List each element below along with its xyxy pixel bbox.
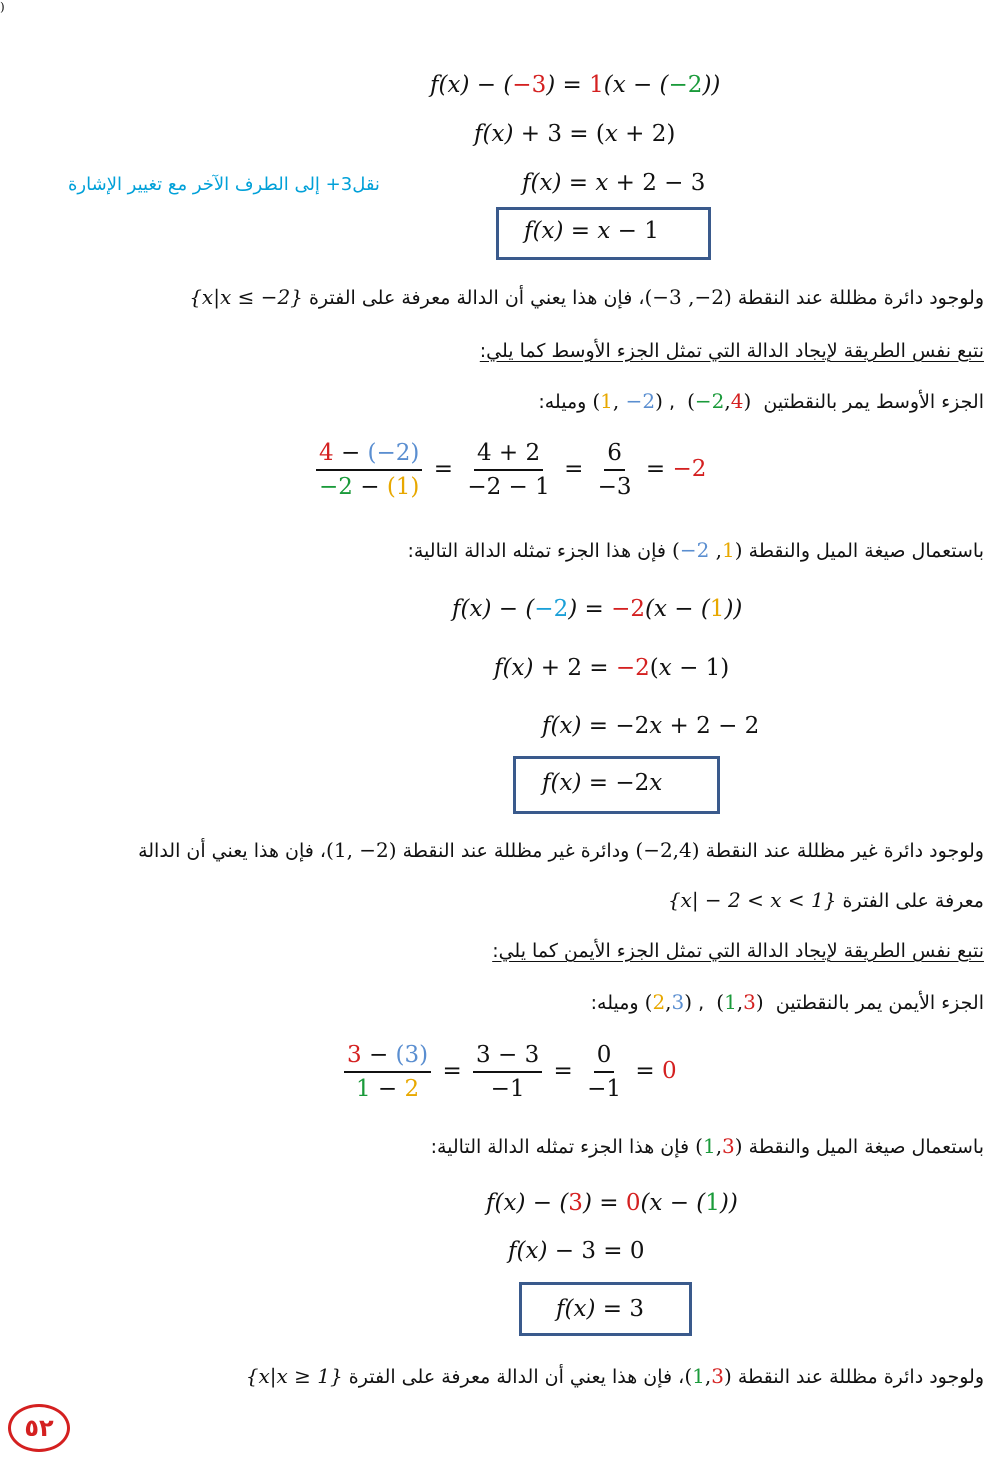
- middle-points-line: الجزء الأوسط يمر بالنقطتين (−2,4) , (1, −2) وميله:: [538, 389, 984, 413]
- equation-middle-2: f(x) + 2 = −2(x − 1): [494, 655, 730, 681]
- paragraph-right-domain: ولوجود دائرة مظللة عند النقطة (1,3)، فإن هذا يعني أن الدالة معرفة على الفترة {x|x ≥ 1}: [245, 1364, 984, 1388]
- equation-middle-3: f(x) = −2x + 2 − 2: [542, 713, 760, 739]
- right-point-slope-line: باستعمال صيغة الميل والنقطة (1,3) فإن هذا الجزء تمثله الدالة التالية:: [430, 1134, 984, 1158]
- note-move-term: نقل3+ إلى الطرف الآخر مع تغيير الإشارة: [68, 174, 380, 195]
- top-edge-mark: ): [0, 0, 5, 14]
- equation-right-result: f(x) = 3: [556, 1296, 644, 1322]
- equation-left-3: f(x) = x + 2 − 3: [522, 170, 706, 196]
- right-points-line: الجزء الأيمن يمر بالنقطتين (1,3) , (2,3) وميله:: [590, 990, 984, 1014]
- middle-point-slope-line: باستعمال صيغة الميل والنقطة (−2 ,1) فإن هذا الجزء تمثله الدالة التالية:: [407, 538, 984, 562]
- paragraph-middle-domain-2: معرفة على الفترة {x| − 2 < x < 1}: [667, 888, 984, 912]
- slope-right: $\frac{3 - (3)}{1 - 2}$ = $\frac{3 - 3}{-1}$ = $\frac{0}{-1}$ = 0: [340, 1042, 677, 1102]
- equation-left-1: f(x) − (−3) = 1(x − (−2)): [430, 72, 721, 98]
- paragraph-left-domain: ولوجود دائرة مظللة عند النقطة (−3 ,−2)، فإن هذا يعني أن الدالة معرفة على الفترة {x|x ≤ −2}: [189, 285, 984, 309]
- paragraph-middle-domain-1: ولوجود دائرة غير مظللة عند النقطة (−2,4) ودائرة غير مظللة عند النقطة (1, −2)، فإن هذا يعني أن الدالة: [138, 838, 984, 862]
- equation-left-2: f(x) + 3 = (x + 2): [474, 121, 676, 147]
- slope-middle: $\frac{4 - (-2)}{-2 - (1)}$ = $\frac{4 + 2}{-2 - 1}$ = $\frac{6}{-3}$ = −2: [312, 440, 706, 500]
- equation-right-1: f(x) − (3) = 0(x − (1)): [486, 1190, 738, 1216]
- equation-right-2: f(x) − 3 = 0: [508, 1238, 645, 1264]
- heading-right-part: نتبع نفس الطريقة لإيجاد الدالة التي تمثل الجزء الأيمن كما يلي:: [492, 940, 984, 962]
- equation-middle-1: f(x) − (−2) = −2(x − (1)): [452, 596, 743, 622]
- page-number-badge: ٥٢: [8, 1404, 70, 1452]
- equation-left-result: f(x) = x − 1: [524, 218, 659, 244]
- equation-middle-result: f(x) = −2x: [542, 770, 663, 796]
- heading-middle-part: نتبع نفس الطريقة لإيجاد الدالة التي تمثل الجزء الأوسط كما يلي:: [479, 340, 984, 362]
